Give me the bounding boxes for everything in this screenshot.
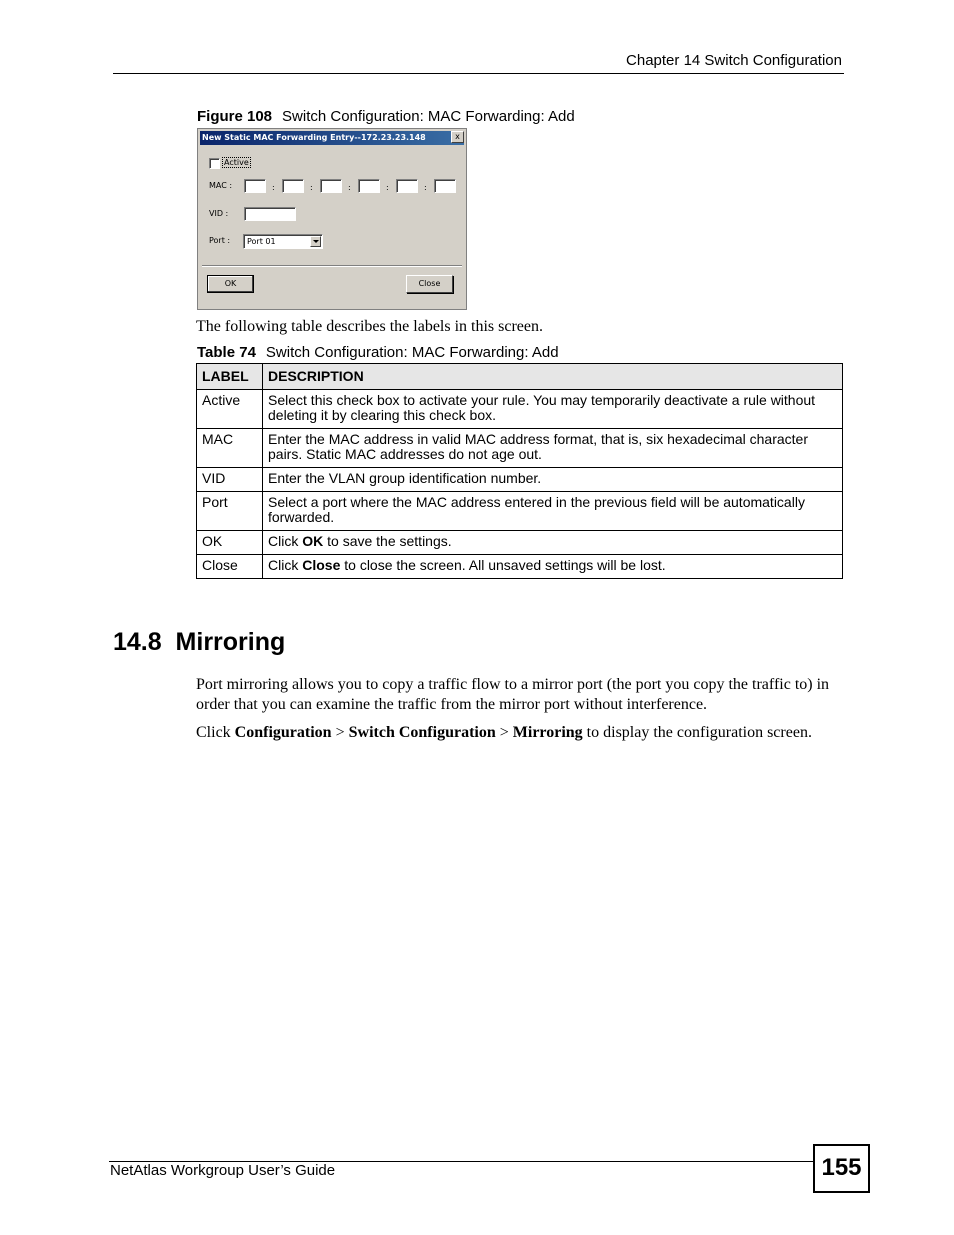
table-caption — [197, 344, 559, 361]
port-select-value: Port 01 — [247, 237, 276, 246]
active-checkbox[interactable] — [209, 158, 220, 169]
row-label: Port — [197, 492, 263, 531]
mac-separator: : — [348, 183, 351, 192]
row-description: Click Close to close the screen. All unsaved settings will be lost. — [263, 555, 843, 579]
section-heading: 14.8 Mirroring — [113, 628, 286, 656]
footer-title: NetAtlas Workgroup User’s Guide — [110, 1162, 336, 1179]
row-description: Click OK to save the settings. — [263, 531, 843, 555]
row-label: VID — [197, 468, 263, 492]
header-description: DESCRIPTION — [263, 364, 843, 390]
mac-label: MAC : — [209, 181, 233, 190]
mac-octet-3-input[interactable] — [320, 179, 342, 193]
ok-button[interactable]: OK — [207, 275, 254, 293]
table-row — [197, 492, 843, 531]
table-row — [197, 531, 843, 555]
port-label: Port : — [209, 236, 231, 245]
port-select[interactable] — [243, 234, 323, 249]
row-label: Close — [197, 555, 263, 579]
mac-separator: : — [272, 183, 275, 192]
table-title: Switch Configuration: MAC Forwarding: Add — [265, 344, 559, 361]
table-row — [197, 429, 843, 468]
vid-input[interactable] — [244, 207, 296, 221]
mac-octet-1-input[interactable] — [244, 179, 266, 193]
dialog-close-icon[interactable]: x — [451, 131, 464, 143]
mac-separator: : — [424, 183, 427, 192]
navigation-paragraph: Click Configuration > Switch Configuration > Mirroring to display the configuration screen. — [196, 724, 812, 741]
mac-octet-4-input[interactable] — [358, 179, 380, 193]
row-label: OK — [197, 531, 263, 555]
figure-label: Figure 108 — [197, 108, 273, 125]
menu-path-configuration: Configuration — [234, 724, 332, 741]
table-header-row — [197, 364, 843, 390]
table-row — [197, 555, 843, 579]
row-label: Active — [197, 390, 263, 429]
mac-octet-5-input[interactable] — [396, 179, 418, 193]
menu-path-mirroring: Mirroring — [512, 724, 583, 741]
chapter-header: Chapter 14 Switch Configuration — [626, 52, 842, 69]
row-description: Select this check box to activate your rule. You may temporarily deactivate a rule without deleting it by clearing this check box. — [263, 390, 843, 429]
table-row — [197, 390, 843, 429]
dialog-divider — [202, 265, 462, 267]
menu-path-switch-configuration: Switch Configuration — [348, 724, 496, 741]
mac-separator: : — [386, 183, 389, 192]
active-label: Active — [224, 158, 249, 167]
vid-label: VID : — [209, 209, 229, 218]
header-rule — [113, 73, 844, 74]
intro-text: The following table describes the labels in this screen. — [196, 318, 544, 335]
page-number: 155 — [813, 1144, 870, 1193]
description-table — [196, 363, 843, 579]
row-description: Enter the VLAN group identification number. — [263, 468, 843, 492]
dialog-titlebar — [200, 131, 464, 145]
chevron-down-icon[interactable] — [310, 236, 321, 247]
mac-octet-6-input[interactable] — [434, 179, 456, 193]
row-label: MAC — [197, 429, 263, 468]
mac-forwarding-dialog — [197, 128, 467, 310]
mac-octet-2-input[interactable] — [282, 179, 304, 193]
row-description: Select a port where the MAC address entered in the previous field will be automatically forwarded. — [263, 492, 843, 531]
mac-separator: : — [310, 183, 313, 192]
figure-caption — [197, 108, 575, 125]
row-description: Enter the MAC address in valid MAC address format, that is, six hexadecimal character pairs. Static MAC addresses do not age out. — [263, 429, 843, 468]
table-row — [197, 468, 843, 492]
mirroring-paragraph: Port mirroring allows you to copy a traffic flow to a mirror port (the port you copy the traffic to) in order that you can examine the traffic from the mirror port without interference. — [196, 676, 830, 713]
dialog-title: New Static MAC Forwarding Entry--172.23.23.148 — [202, 133, 426, 142]
figure-title: Switch Configuration: MAC Forwarding: Add — [282, 108, 575, 125]
header-label: LABEL — [197, 364, 263, 390]
table-label: Table 74 — [197, 344, 256, 361]
close-button[interactable]: Close — [406, 275, 453, 293]
